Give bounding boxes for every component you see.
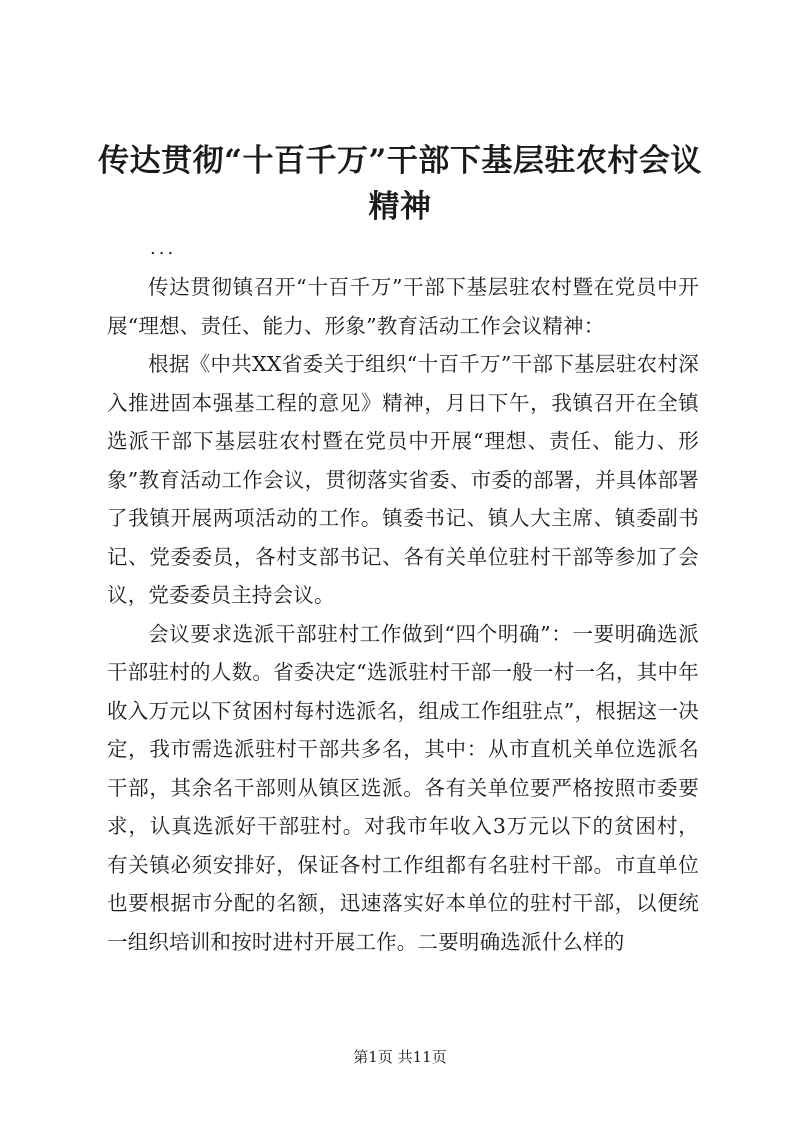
document-body — [107, 268, 699, 961]
page-footer: 第1页 共11页 — [353, 1048, 447, 1066]
paragraph-four-clarities: 会议要求选派干部驻村工作做到“四个明确”：一要明确选派干部驻村的人数。省委决定“选派驻村干部一般一村一名，其中年收入万元以下贫困村每村选派名，组成工作组驻点”，根据这一决定，我市需选派驻村干部共多名，其中：从市直机关单位选派名干部，其余名干部则从镇区选派。各有关单位要严格按照市委要求，认真选派好干部驻村。对我市年收入3万元以下的贫困村，有关镇必须安排好，保证各村工作组都有名驻村干部。市直单位也要根据市分配的名额，迅速落实好本单位的驻村干部，以便统一组织培训和按时进村开展工作。二要明确选派什么样的 — [107, 621, 699, 954]
paragraph-intro: 传达贯彻镇召开“十百千万”干部下基层驻农村暨在党员中开展“理想、责任、能力、形象”教育活动工作会议精神： — [107, 275, 699, 338]
document-title: 传达贯彻“十百千万”干部下基层驻农村会议精神 — [98, 143, 702, 225]
ellipsis-text: ... — [150, 238, 177, 259]
paragraph-meeting-summary: 根据《中共XX省委关于组织“十百千万”干部下基层驻农村深入推进固本强基工程的意见》精神，月日下午，我镇召开在全镇选派干部下基层驻农村暨在党员中开展“理想、责任、能力、形象”教育活动工作会议，贯彻落实省委、市委的部署，并具体部署了我镇开展两项活动的工作。镇委书记、镇人大主席、镇委副书记、党委委员，各村支部书记、各有关单位驻村干部等参加了会议，党委委员主持会议。 — [107, 352, 699, 607]
